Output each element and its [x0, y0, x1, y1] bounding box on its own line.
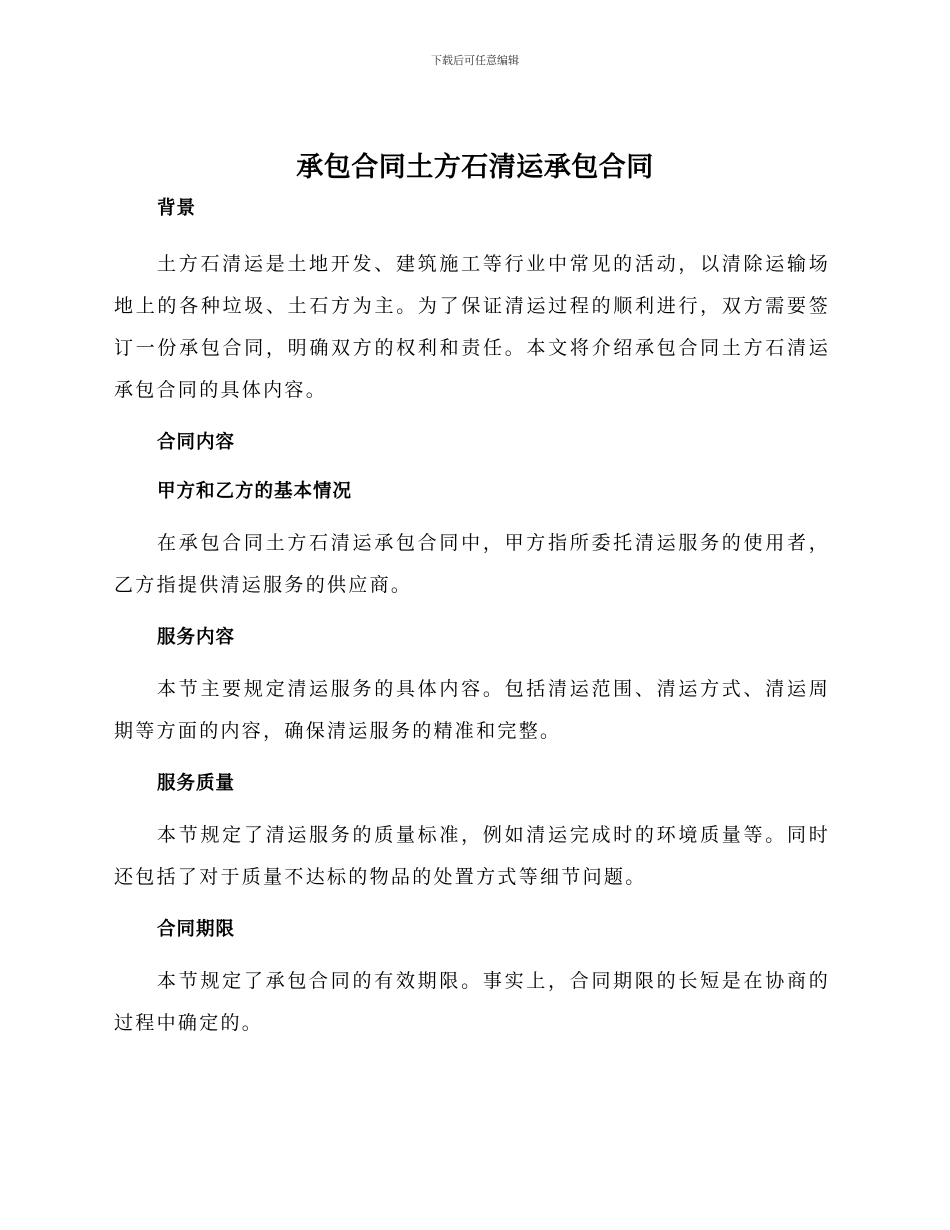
section-heading-contract-content: 合同内容 — [157, 432, 236, 453]
section-heading-service-content: 服务内容 — [157, 627, 236, 648]
section-paragraph-service-content: 本节主要规定清运服务的具体内容。包括清运范围、清运方式、清运周期等方面的内容，确保清运服务的精准和完整。 — [114, 678, 830, 742]
section-paragraph-background: 土方石清运是土地开发、建筑施工等行业中常见的活动，以清除运输场地上的各种垃圾、土石方为主。为了保证清运过程的顺利进行，双方需要签订一份承包合同，明确双方的权利和责任。本文将介绍承包合同土方石清运承包合同的具体内容。 — [114, 253, 830, 401]
section-heading-background: 背景 — [157, 198, 197, 219]
section-paragraph-service-quality: 本节规定了清运服务的质量标准，例如清运完成时的环境质量等。同时还包括了对于质量不达标的物品的处置方式等细节问题。 — [114, 824, 830, 888]
section-heading-parties: 甲方和乙方的基本情况 — [157, 481, 353, 502]
section-paragraph-parties: 在承包合同土方石清运承包合同中，甲方指所委托清运服务的使用者，乙方指提供清运服务的供应商。 — [114, 532, 830, 596]
section-heading-contract-term: 合同期限 — [157, 919, 236, 940]
section-heading-service-quality: 服务质量 — [157, 773, 236, 794]
document-body — [114, 192, 830, 1044]
page-header-note: 下载后可任意编辑 — [431, 54, 519, 67]
document-title: 承包合同土方石清运承包合同 — [296, 152, 654, 183]
section-paragraph-contract-term: 本节规定了承包合同的有效期限。事实上，合同期限的长短是在协商的过程中确定的。 — [114, 970, 830, 1034]
